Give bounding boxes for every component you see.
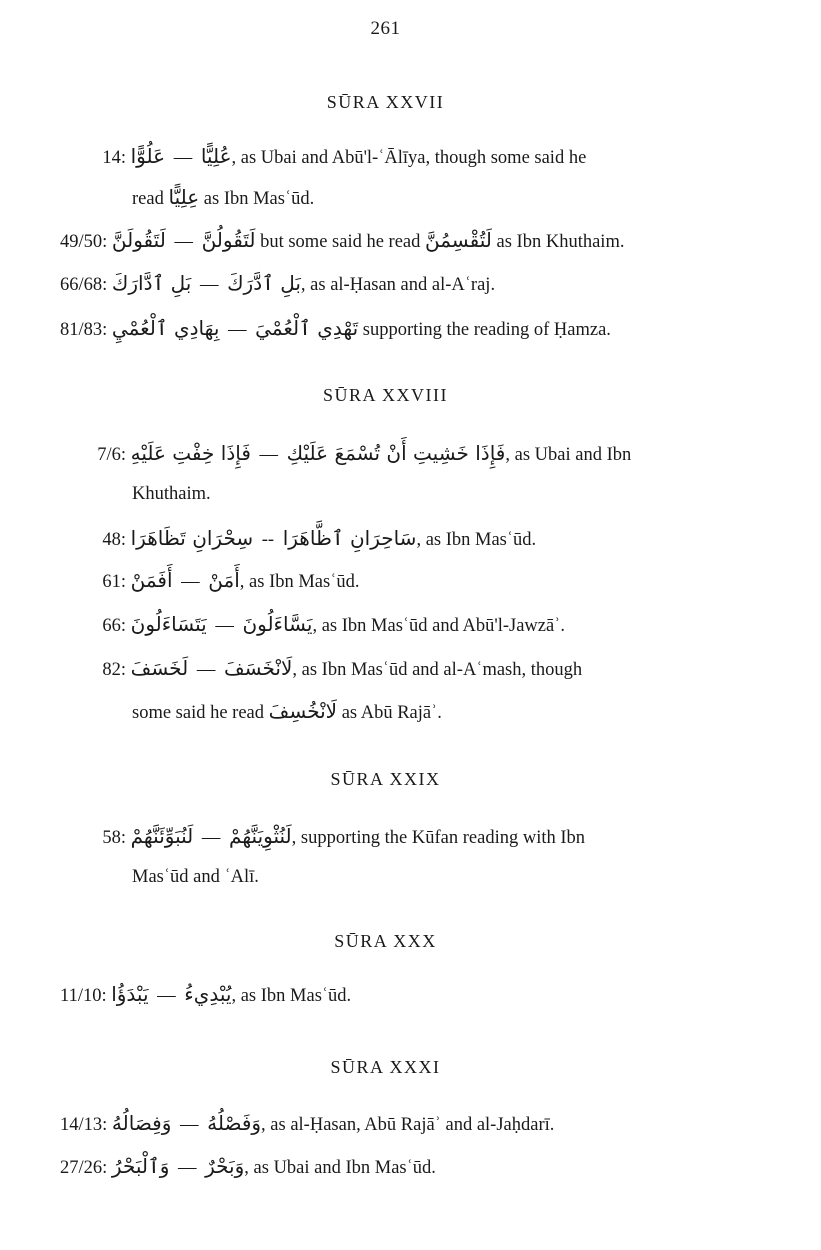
verse-ref: 7/6:: [97, 445, 126, 465]
arabic-reading: بِهَادِي ٱلْعُمْيِ: [111, 316, 220, 340]
verse-ref: 66:: [102, 616, 126, 636]
arabic-reading: لَخَسَفَ: [130, 656, 189, 680]
entry-text: some said he read: [132, 703, 265, 723]
sura-heading: SŪRA XXVIII: [322, 385, 448, 405]
arabic-reading: بَلِ ٱدَّرَكَ: [227, 271, 301, 295]
dash: —: [181, 572, 200, 592]
entry-text: , as Ibn Masʿūd.: [416, 530, 537, 550]
arabic-reading: أَمَنْ: [208, 568, 240, 592]
arabic-reading: وَفِصَالُهُ: [111, 1111, 172, 1135]
entry-text: , as Ibn Masʿūd.: [231, 986, 352, 1006]
arabic-reading: أَفَمَنْ: [130, 568, 173, 592]
verse-ref: 14:: [102, 148, 126, 168]
arabic-reading: وَبَحْرٌ: [205, 1154, 245, 1178]
verse-ref: 48:: [102, 530, 126, 550]
verse-ref: 82:: [102, 660, 126, 680]
entry-line: [60, 528, 536, 550]
entry-text: but some said he read: [260, 232, 421, 252]
entry-line: [60, 826, 585, 848]
arabic-reading: فَإِذَا خِفْتِ عَلَيْهِ: [130, 441, 251, 465]
entry-text: as Abū Rajāʾ.: [341, 703, 442, 723]
entry-text: supporting the reading of Ḥamza.: [362, 320, 611, 340]
entry-text: Masʿūd and ʿAlī.: [132, 867, 259, 887]
entry-continuation: [132, 484, 211, 505]
dash: —: [177, 1158, 197, 1178]
dash: —: [196, 660, 216, 680]
verse-ref: 14/13:: [60, 1115, 108, 1135]
sura-heading: SŪRA XXXI: [330, 1057, 441, 1077]
entry-text: , as Ibn Masʿūd.: [239, 572, 360, 592]
arabic-reading: لَنُبَوِّئَنَّهُمْ: [130, 824, 194, 848]
entry-continuation: [132, 867, 259, 888]
entry-line: [60, 230, 624, 252]
entry-line: [60, 146, 586, 168]
entry-line: [60, 614, 565, 636]
entry-line: [60, 570, 360, 592]
entry-text: Khuthaim.: [132, 484, 211, 504]
verse-ref: 49/50:: [60, 232, 108, 252]
entry-text: , as Ubai and Ibn: [505, 445, 632, 465]
arabic-reading: يَتَسَاءَلُونَ: [130, 612, 207, 636]
verse-ref: 66/68:: [60, 275, 108, 295]
verse-ref: 61:: [102, 572, 126, 592]
page-number: 261: [370, 18, 401, 39]
verse-ref: 11/10:: [60, 986, 107, 1006]
dash: —: [259, 445, 279, 465]
arabic-reading: يَبْدَؤُا: [111, 982, 149, 1006]
dash: —: [215, 616, 234, 636]
dash: —: [174, 232, 193, 252]
arabic-reading: لَانْخَسَفَ: [223, 656, 293, 680]
arabic-reading: لَتَقُولُنَّ: [201, 228, 256, 252]
entry-text: , supporting the Kūfan reading with Ibn: [291, 828, 586, 848]
entry-text: , as Ibn Masʿūd and Abū'l-Jawzāʾ.: [312, 616, 565, 636]
entry-text: , as Ibn Masʿūd and al-Aʿmash, though: [292, 660, 583, 680]
entry-text: as Ibn Khuthaim.: [496, 232, 625, 252]
entry-line: [60, 658, 582, 680]
entry-line: [60, 273, 495, 295]
arabic-reading: تَهْدِي ٱلْعُمْيَ: [255, 316, 359, 340]
arabic-reading: عَلُوًّا: [130, 144, 166, 168]
dash: —: [157, 986, 176, 1006]
entry-text: read: [132, 189, 164, 209]
arabic-reading: سِحْرَانِ تَظَاهَرَا: [130, 526, 254, 550]
arabic-reading: لَتُقْسِمُنَّ: [425, 228, 492, 252]
entry-text: , as Ubai and Abū'l-ʿĀlīya, though some said he: [231, 148, 587, 168]
entry-text: , as al-Ḥasan and al-Aʿraj.: [300, 275, 496, 295]
arabic-reading: وَفَصْلُهُ: [207, 1111, 262, 1135]
dash: —: [199, 275, 219, 295]
arabic-reading: وَٱلْبَحْرُ: [111, 1154, 170, 1178]
entry-line: [60, 1113, 554, 1135]
arabic-reading: عُلِيًّا: [200, 144, 232, 168]
entry-text: as Ibn Masʿūd.: [203, 189, 315, 209]
sura-heading: SŪRA XXVII: [326, 92, 445, 112]
verse-ref: 27/26:: [60, 1158, 108, 1178]
entry-line: [60, 984, 351, 1006]
verse-ref: 81/83:: [60, 320, 108, 340]
dash: —: [180, 1115, 199, 1135]
entry-line: [60, 1156, 436, 1178]
dash: —: [173, 148, 193, 168]
arabic-reading: لَتَقُولَنَّ: [111, 228, 166, 252]
entry-continuation: [132, 699, 442, 724]
sura-heading: SŪRA XXX: [334, 931, 437, 951]
verse-ref: 58:: [102, 828, 126, 848]
sura-heading: SŪRA XXIX: [330, 769, 441, 789]
dash: --: [261, 530, 275, 550]
entry-text: , as Ubai and Ibn Masʿūd.: [244, 1158, 436, 1178]
arabic-reading: يَسَّاءَلُونَ: [242, 612, 313, 636]
dash: —: [201, 828, 221, 848]
entry-continuation: [132, 185, 314, 210]
entry-text: , as al-Ḥasan, Abū Rajāʾ and al-Jaḥdarī.: [261, 1115, 555, 1135]
arabic-reading: بَلِ ٱدَّارَكَ: [111, 271, 192, 295]
arabic-reading: لَنُثْوِيَنَّهُمْ: [229, 824, 292, 848]
arabic-reading: عِلِيًّا: [168, 185, 200, 209]
entry-line: [60, 443, 631, 465]
arabic-reading: سَاحِرَانِ ٱظَّاهَرَا: [282, 526, 417, 550]
entry-line: [60, 318, 611, 340]
dash: —: [228, 320, 247, 340]
arabic-reading: يُبْدِيءُ: [184, 982, 232, 1006]
arabic-reading: لَانْخُسِفَ: [268, 699, 338, 723]
arabic-reading: فَإِذَا خَشِيتِ أَنْ تُسْمَعَ عَلَيْكِ: [286, 441, 506, 465]
